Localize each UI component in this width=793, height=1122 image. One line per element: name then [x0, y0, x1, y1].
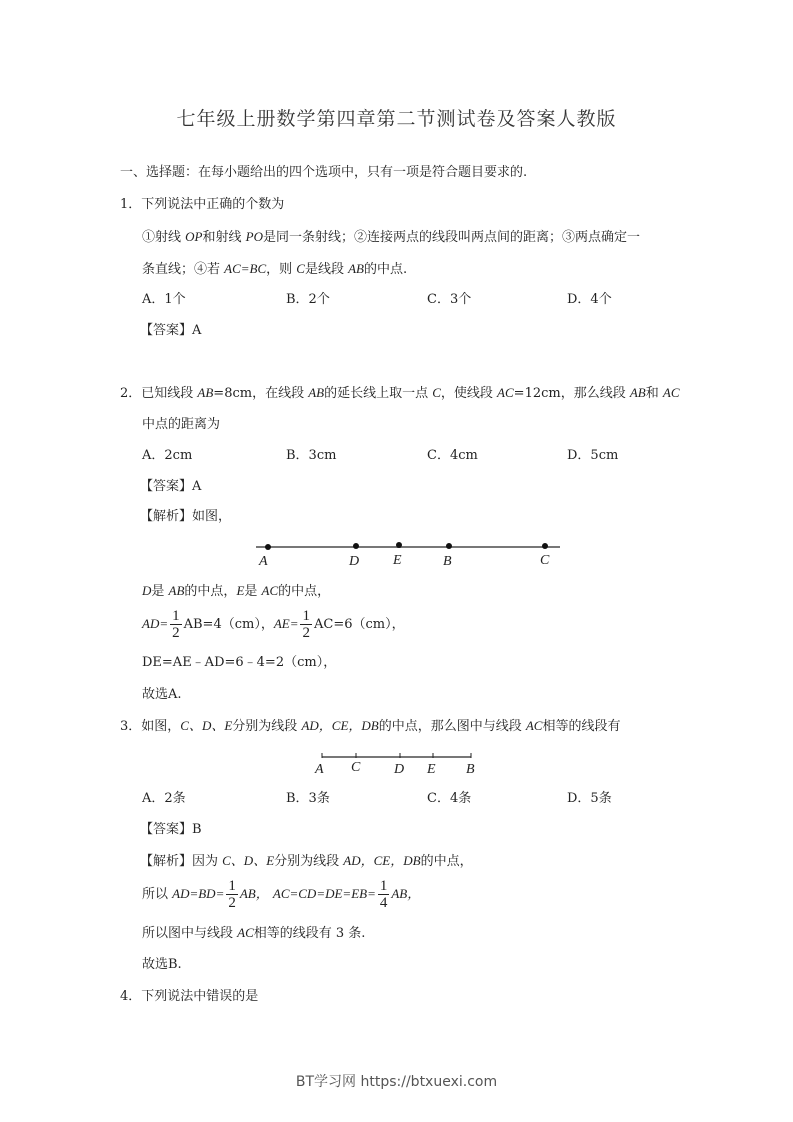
q2-option-b: B．3cm: [286, 448, 337, 463]
q2-figure-number-line: [250, 535, 570, 571]
text: AB=4（cm），: [183, 617, 274, 632]
q1-statement-line2: [142, 260, 407, 279]
text: 的中点，: [420, 854, 473, 869]
q2-stem: [120, 384, 680, 403]
text: 的中点，: [278, 584, 331, 599]
math-op: OP: [185, 229, 203, 244]
math: D: [142, 583, 152, 598]
q2-explanation-3: DE=AE﹣AD=6﹣4=2（cm），: [142, 655, 337, 670]
math: AB，: [239, 886, 269, 901]
math-c: C: [296, 261, 305, 276]
label-c: C: [351, 760, 361, 775]
q1-option-a: A．1个: [142, 292, 186, 307]
q1-option-c: C．3个: [427, 292, 472, 307]
q3-explanation-2: [142, 878, 420, 911]
q1-option-d: D．4个: [567, 292, 612, 307]
math: AC: [525, 718, 543, 733]
numerator: 1: [172, 608, 180, 624]
q2-explanation-2: [142, 608, 405, 641]
label-b: B: [443, 554, 452, 569]
numerator: 1: [302, 608, 310, 624]
math: AD=: [142, 616, 169, 631]
label-a: A: [259, 554, 268, 569]
label-c: C: [540, 553, 550, 568]
fraction-quarter: [378, 878, 390, 911]
math: AC: [662, 385, 680, 400]
q2-explanation-1: [142, 582, 330, 601]
fraction-half: [170, 608, 182, 641]
text: 【解析】因为: [140, 854, 223, 869]
text: 的中点，: [184, 584, 237, 599]
label-a: A: [315, 762, 324, 777]
q1-option-b: B．2个: [286, 292, 330, 307]
q2-stem-line2: 中点的距离为: [142, 417, 221, 432]
q3-conclusion: 故选B.: [142, 957, 182, 972]
q3-option-c: C．4条: [427, 791, 472, 806]
q1-answer: 【答案】A: [140, 323, 202, 338]
text: 的延长线上取一点: [324, 386, 433, 401]
label-b: B: [466, 762, 475, 777]
text: =8cm，在线段: [213, 386, 309, 401]
math: C: [432, 385, 441, 400]
page-title: 七年级上册数学第四章第二节测试卷及答案人教版: [176, 108, 617, 130]
math: AC: [261, 583, 279, 598]
text: 2．已知线段: [120, 386, 198, 401]
text: 的中点.: [363, 262, 408, 277]
text: 是: [151, 584, 169, 599]
denominator: 2: [172, 625, 180, 641]
text: 分别为线段: [274, 854, 344, 869]
q1-statement-line1: [142, 228, 640, 247]
text: 相等的线段有: [542, 719, 621, 734]
math: AD，CE，DB: [301, 718, 379, 733]
text: 条直线；④若: [142, 262, 225, 277]
fraction-half: [300, 608, 312, 641]
text: 的中点，那么图中与线段: [378, 719, 526, 734]
numerator: 1: [379, 878, 388, 894]
math: AB: [308, 385, 325, 400]
text: 和: [645, 386, 663, 401]
text: 所以图中与线段: [142, 926, 238, 941]
q2-analysis: 【解析】如图，: [140, 509, 232, 524]
text: ，使线段: [440, 386, 498, 401]
math: C、D、E: [180, 718, 233, 733]
numerator: 1: [228, 878, 236, 894]
math: AB，: [391, 886, 421, 901]
label-d: D: [394, 762, 405, 777]
text: 相等的线段有 3 条.: [253, 926, 366, 941]
math-ab: AB: [348, 261, 364, 276]
math: AD，CE，DB: [343, 853, 421, 868]
q3-figure-number-line: [310, 750, 490, 778]
denominator: 2: [228, 895, 236, 911]
text: 是: [244, 584, 262, 599]
math: AC=CD=DE=EB=: [272, 886, 376, 901]
text: =12cm，那么线段: [513, 386, 630, 401]
label-e: E: [427, 762, 436, 777]
math: AC: [497, 385, 514, 400]
q3-option-d: D．5条: [567, 791, 612, 806]
text: ，则: [266, 262, 297, 277]
math: AB: [629, 385, 646, 400]
math: AE=: [273, 616, 299, 631]
math: C、D、E: [222, 853, 275, 868]
text: 是同一条射线；②连接两点的线段叫两点间的距离；③两点确定一: [262, 230, 640, 245]
q2-option-d: D．5cm: [567, 448, 619, 463]
section-heading: 一、选择题：在每小题给出的四个选项中，只有一项是符合题目要求的.: [120, 165, 528, 180]
text: 分别为线段: [232, 719, 302, 734]
footer-watermark: BT学习网 https://btxuexi.com: [295, 1074, 498, 1090]
text: AC=6（cm），: [313, 617, 405, 632]
q4-stem: 4．下列说法中错误的是: [120, 989, 259, 1004]
q3-explanation-3: [142, 924, 365, 943]
math: AB: [168, 583, 185, 598]
text: 所以: [142, 887, 173, 902]
text: ①射线: [142, 230, 186, 245]
label-d: D: [349, 554, 360, 569]
fraction-half: [226, 878, 238, 911]
q1-stem: 1．下列说法中正确的个数为: [120, 197, 285, 212]
math-acbc: AC=BC: [224, 261, 267, 276]
math-po: PO: [245, 229, 263, 244]
math: AB: [197, 385, 214, 400]
math: AC: [237, 925, 254, 940]
q2-conclusion: 故选A.: [142, 687, 182, 702]
q3-analysis: [140, 852, 473, 871]
label-e: E: [393, 553, 402, 568]
q3-option-b: B．3条: [286, 791, 330, 806]
math: E: [236, 583, 245, 598]
q3-stem: [120, 717, 621, 736]
math: AD=BD=: [172, 886, 225, 901]
q3-answer: 【答案】B: [140, 822, 202, 837]
denominator: 4: [379, 895, 388, 911]
denominator: 2: [302, 625, 310, 641]
text: 3．如图，: [120, 719, 181, 734]
q2-option-a: A．2cm: [142, 448, 193, 463]
text: 和射线: [202, 230, 246, 245]
q2-answer: 【答案】A: [140, 479, 202, 494]
q2-option-c: C．4cm: [427, 448, 478, 463]
q3-option-a: A．2条: [142, 791, 186, 806]
text: 是线段: [304, 262, 349, 277]
